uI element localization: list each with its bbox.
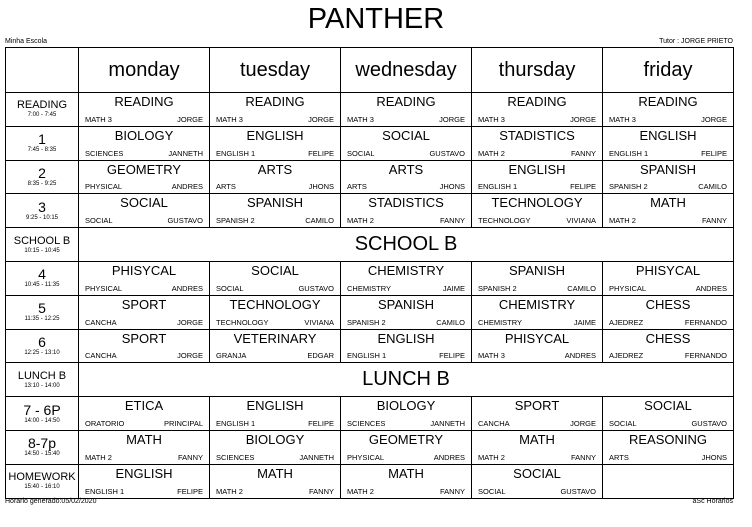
- lesson-teacher: CAMILO: [436, 317, 465, 327]
- lesson-cell: [341, 194, 472, 228]
- period-time: 11:35 - 12:25: [24, 316, 60, 323]
- lesson-group: ENGLISH 1: [347, 351, 387, 361]
- lesson-cell: [210, 261, 341, 295]
- lesson-teacher: JORGE: [570, 418, 596, 428]
- lesson-teacher: JORGE: [177, 317, 203, 327]
- lesson-group: ENGLISH 1: [216, 148, 256, 158]
- lesson-subject: CHEMISTRY: [498, 296, 576, 312]
- lesson-group: SCIENCES: [347, 418, 386, 428]
- lesson-cell: [210, 464, 341, 498]
- period-name: 6: [38, 333, 46, 350]
- period-label-cell: [6, 363, 79, 397]
- lesson-group: MATH 2: [216, 486, 243, 496]
- period-time: 14:50 - 15:40: [24, 451, 60, 458]
- lesson-cell: [472, 430, 603, 464]
- lesson-cell: [603, 397, 734, 431]
- lesson-cell: [472, 397, 603, 431]
- lesson-cell: [603, 430, 734, 464]
- lesson-group: SPANISH 2: [478, 283, 517, 293]
- lesson-cell: [341, 160, 472, 194]
- period-time: 15:40 - 16:10: [24, 484, 60, 491]
- lesson-teacher: FELIPE: [439, 351, 465, 361]
- lesson-group: MATH 2: [478, 452, 505, 462]
- lesson-group: PHYSICAL: [85, 283, 123, 293]
- lesson-cell: [79, 160, 210, 194]
- period-time: 8:35 - 9:25: [27, 180, 57, 187]
- lesson-subject: CHESS: [645, 330, 691, 346]
- lesson-cell: [603, 295, 734, 329]
- lesson-group: ARTS: [347, 182, 367, 192]
- period-row: [6, 430, 734, 464]
- lesson-group: AJEDREZ: [609, 317, 644, 327]
- period-row: [6, 261, 734, 295]
- lesson-subject: PHISYCAL: [504, 330, 570, 346]
- lesson-cell: [341, 295, 472, 329]
- period-name: SCHOOL B: [13, 234, 71, 247]
- lesson-cell: [603, 329, 734, 363]
- lesson-group: MATH 3: [347, 114, 374, 124]
- lesson-subject: SOCIAL: [120, 195, 168, 211]
- lesson-subject: ENGLISH: [246, 127, 304, 143]
- lesson-group: GRANJA: [216, 351, 247, 361]
- lesson-cell: [472, 126, 603, 160]
- period-row: [6, 397, 734, 431]
- lesson-subject: READING: [376, 94, 436, 109]
- day-header: friday: [603, 48, 734, 93]
- lesson-group: MATH 2: [347, 216, 374, 226]
- lesson-group: MATH 2: [347, 486, 374, 496]
- lesson-group: SPANISH 2: [347, 317, 386, 327]
- period-row: [6, 194, 734, 228]
- day-header: thursday: [472, 48, 603, 93]
- period-name: 1: [38, 131, 46, 148]
- lesson-cell: [472, 464, 603, 498]
- period-label-cell: [6, 295, 79, 329]
- lesson-subject: SOCIAL: [382, 127, 430, 143]
- lesson-subject: PHISYCAL: [635, 262, 701, 278]
- lesson-teacher: JHONS: [701, 452, 727, 462]
- lesson-subject: VETERINARY: [233, 330, 317, 346]
- lesson-cell: [341, 93, 472, 127]
- lesson-group: MATH 2: [478, 148, 505, 158]
- lesson-teacher: FANNY: [439, 486, 465, 496]
- lesson-cell: [472, 261, 603, 295]
- lesson-teacher: JANNETH: [430, 418, 465, 428]
- generated-date: Horario generado:05/02/2020: [5, 498, 97, 505]
- software-credit: aSc Horarios: [692, 498, 733, 505]
- lesson-teacher: ANDRES: [695, 283, 727, 293]
- period-name: 3: [38, 198, 46, 215]
- lesson-teacher: FANNY: [177, 452, 203, 462]
- lesson-cell: [79, 430, 210, 464]
- period-label-cell: [6, 93, 79, 127]
- lesson-teacher: ANDRES: [433, 452, 465, 462]
- break-row: [6, 228, 734, 262]
- school-name: Minha Escola: [5, 38, 48, 45]
- lesson-teacher: FERNANDO: [684, 351, 727, 361]
- lesson-subject: ENGLISH: [639, 127, 697, 143]
- lesson-group: MATH 3: [609, 114, 636, 124]
- lesson-subject: MATH: [257, 465, 293, 481]
- lesson-cell: [79, 464, 210, 498]
- period-row: [6, 160, 734, 194]
- lesson-group: ENGLISH 1: [609, 148, 649, 158]
- lesson-group: CANCHA: [85, 317, 117, 327]
- lesson-subject: MATH: [126, 431, 162, 447]
- period-name: LUNCH B: [17, 369, 67, 382]
- period-name: READING: [16, 99, 68, 112]
- lesson-cell: [210, 93, 341, 127]
- lesson-group: AJEDREZ: [609, 351, 644, 361]
- lesson-cell: [210, 160, 341, 194]
- lesson-subject: PHISYCAL: [111, 262, 177, 278]
- lesson-cell: [341, 126, 472, 160]
- lesson-group: ARTS: [216, 182, 236, 192]
- lesson-teacher: FANNY: [439, 216, 465, 226]
- lesson-group: MATH 3: [478, 351, 505, 361]
- lesson-cell: [79, 261, 210, 295]
- lesson-teacher: FANNY: [570, 148, 596, 158]
- lesson-subject: MATH: [388, 465, 424, 481]
- lesson-cell: [472, 160, 603, 194]
- period-row: [6, 93, 734, 127]
- period-label-cell: [6, 160, 79, 194]
- lesson-teacher: VIVIANA: [304, 317, 334, 327]
- lesson-cell: [603, 160, 734, 194]
- lesson-teacher: JORGE: [177, 351, 203, 361]
- period-label-cell: [6, 464, 79, 498]
- lesson-group: MATH 2: [85, 452, 112, 462]
- lesson-group: SOCIAL: [609, 418, 637, 428]
- lesson-cell: [603, 194, 734, 228]
- lesson-subject: BIOLOGY: [245, 431, 305, 447]
- lesson-group: ENGLISH 1: [85, 486, 125, 496]
- period-row: [6, 464, 734, 498]
- lesson-teacher: FANNY: [570, 452, 596, 462]
- lesson-group: SOCIAL: [216, 283, 244, 293]
- lesson-subject: BIOLOGY: [376, 398, 436, 414]
- corner-cell: [6, 48, 79, 93]
- period-time: 10:15 - 10:45: [24, 247, 60, 254]
- period-time: 10:45 - 11:35: [24, 282, 60, 289]
- period-time: 7:00 - 7:45: [27, 112, 57, 119]
- lesson-teacher: JANNETH: [299, 452, 334, 462]
- lesson-teacher: GUSTAVO: [298, 283, 334, 293]
- lesson-teacher: GUSTAVO: [167, 216, 203, 226]
- lesson-cell: [210, 194, 341, 228]
- lesson-subject: STADISTICS: [368, 195, 444, 211]
- lesson-group: ARTS: [609, 452, 629, 462]
- lesson-subject: REASONING: [628, 431, 707, 447]
- lesson-cell: [79, 397, 210, 431]
- lesson-cell: [79, 295, 210, 329]
- lesson-group: MATH 3: [85, 114, 112, 124]
- lesson-subject: ENGLISH: [115, 465, 173, 481]
- lesson-group: TECHNOLOGY: [216, 317, 269, 327]
- lesson-teacher: JAIME: [442, 283, 465, 293]
- period-name: 5: [38, 300, 46, 317]
- lesson-group: PHYSICAL: [347, 452, 385, 462]
- lesson-teacher: FANNY: [308, 486, 334, 496]
- period-time: 12:25 - 13:10: [24, 349, 60, 356]
- lesson-teacher: FELIPE: [701, 148, 727, 158]
- lesson-group: MATH 3: [216, 114, 243, 124]
- lesson-teacher: VIVIANA: [566, 216, 596, 226]
- day-header: monday: [79, 48, 210, 93]
- lesson-subject: ARTS: [257, 161, 293, 177]
- timetable-body: [6, 48, 734, 499]
- lesson-subject: SPANISH: [246, 195, 304, 211]
- lesson-subject: SPANISH: [508, 262, 566, 278]
- lesson-subject: GEOMETRY: [368, 431, 444, 447]
- lesson-cell: [603, 126, 734, 160]
- lesson-group: CANCHA: [478, 418, 510, 428]
- lesson-cell: [210, 430, 341, 464]
- lesson-teacher: JORGE: [177, 114, 203, 124]
- lesson-cell: [79, 194, 210, 228]
- lesson-subject: SPORT: [121, 296, 167, 312]
- tutor-label: Tutor : JORGE PRIETO: [659, 38, 733, 45]
- lesson-cell: [341, 397, 472, 431]
- lesson-cell: [341, 329, 472, 363]
- period-name: 2: [38, 164, 46, 181]
- lesson-cell: [79, 93, 210, 127]
- lesson-cell: [210, 295, 341, 329]
- lesson-cell: [472, 329, 603, 363]
- lesson-subject: MATH: [650, 195, 686, 211]
- lesson-teacher: ANDRES: [171, 283, 203, 293]
- lesson-teacher: JHONS: [308, 182, 334, 192]
- lesson-teacher: FELIPE: [570, 182, 596, 192]
- lesson-cell: [79, 126, 210, 160]
- lesson-teacher: JANNETH: [168, 148, 203, 158]
- lesson-cell: [603, 261, 734, 295]
- lesson-group: ORATORIO: [85, 418, 125, 428]
- lesson-group: SPANISH 2: [216, 216, 255, 226]
- lesson-teacher: JORGE: [439, 114, 465, 124]
- lesson-subject: READING: [245, 94, 305, 109]
- lesson-teacher: JORGE: [308, 114, 334, 124]
- period-name: HOMEWORK: [8, 471, 76, 484]
- break-label: SCHOOL B: [79, 228, 734, 262]
- lesson-group: CANCHA: [85, 351, 117, 361]
- lesson-group: SPANISH 2: [609, 182, 648, 192]
- period-time: 14:00 - 14:50: [24, 417, 60, 424]
- period-label-cell: [6, 397, 79, 431]
- period-name: 7 - 6P: [23, 401, 61, 418]
- lesson-group: SOCIAL: [347, 148, 375, 158]
- lesson-teacher: CAMILO: [567, 283, 596, 293]
- timetable: [5, 47, 734, 499]
- lesson-subject: STADISTICS: [499, 127, 575, 143]
- lesson-teacher: FANNY: [701, 216, 727, 226]
- lesson-subject: SPORT: [514, 398, 560, 414]
- period-label-cell: [6, 126, 79, 160]
- lesson-group: PHYSICAL: [85, 182, 123, 192]
- lesson-group: CHEMISTRY: [478, 317, 523, 327]
- lesson-subject: SOCIAL: [513, 465, 561, 481]
- period-name: 8-7p: [27, 435, 57, 452]
- lesson-cell: [210, 126, 341, 160]
- lesson-teacher: JHONS: [439, 182, 465, 192]
- lesson-subject: ENGLISH: [508, 161, 566, 177]
- period-label-cell: [6, 430, 79, 464]
- lesson-cell: [210, 329, 341, 363]
- lesson-subject: ENGLISH: [246, 398, 304, 414]
- period-label-cell: [6, 194, 79, 228]
- day-header: tuesday: [210, 48, 341, 93]
- lesson-cell: [79, 329, 210, 363]
- lesson-group: TECHNOLOGY: [478, 216, 531, 226]
- lesson-teacher: JAIME: [573, 317, 596, 327]
- lesson-subject: SOCIAL: [644, 398, 692, 414]
- lesson-cell: [341, 261, 472, 295]
- lesson-cell: [210, 397, 341, 431]
- period-time: 9:25 - 10:15: [25, 214, 59, 221]
- lesson-subject: SOCIAL: [251, 262, 299, 278]
- lesson-group: MATH 2: [609, 216, 636, 226]
- lesson-subject: READING: [638, 94, 698, 109]
- lesson-teacher: GUSTAVO: [560, 486, 596, 496]
- period-time: 7:45 - 8:35: [27, 147, 57, 154]
- lesson-cell: [472, 93, 603, 127]
- lesson-subject: CHEMISTRY: [367, 262, 445, 278]
- period-time: 13:10 - 14:00: [24, 382, 60, 389]
- period-row: [6, 329, 734, 363]
- lesson-subject: GEOMETRY: [106, 161, 182, 177]
- lesson-teacher: JORGE: [570, 114, 596, 124]
- lesson-teacher: JORGE: [701, 114, 727, 124]
- lesson-teacher: FELIPE: [308, 418, 334, 428]
- period-label-cell: [6, 329, 79, 363]
- lesson-teacher: ANDRES: [171, 182, 203, 192]
- page-title: PANTHER: [307, 3, 445, 35]
- lesson-subject: ENGLISH: [377, 330, 435, 346]
- lesson-subject: ARTS: [388, 161, 424, 177]
- lesson-cell: [603, 93, 734, 127]
- lesson-subject: TECHNOLOGY: [229, 296, 321, 312]
- lesson-group: SCIENCES: [85, 148, 124, 158]
- lesson-teacher: GUSTAVO: [691, 418, 727, 428]
- lesson-subject: SPORT: [121, 330, 167, 346]
- break-row: [6, 363, 734, 397]
- break-label: LUNCH B: [79, 363, 734, 397]
- lesson-subject: BIOLOGY: [114, 127, 174, 143]
- lesson-teacher: FELIPE: [177, 486, 203, 496]
- period-label-cell: [6, 261, 79, 295]
- lesson-teacher: GUSTAVO: [429, 148, 465, 158]
- lesson-group: CHEMISTRY: [347, 283, 392, 293]
- lesson-teacher: CAMILO: [305, 216, 334, 226]
- lesson-teacher: CAMILO: [698, 182, 727, 192]
- lesson-subject: MATH: [519, 431, 555, 447]
- lesson-subject: CHESS: [645, 296, 691, 312]
- period-row: [6, 295, 734, 329]
- lesson-subject: ETICA: [124, 398, 164, 414]
- period-row: [6, 126, 734, 160]
- lesson-group: SOCIAL: [85, 216, 113, 226]
- lesson-group: ENGLISH 1: [478, 182, 518, 192]
- lesson-cell: [472, 295, 603, 329]
- lesson-subject: TECHNOLOGY: [491, 195, 583, 211]
- period-label-cell: [6, 228, 79, 262]
- lesson-cell: [341, 464, 472, 498]
- lesson-group: MATH 3: [478, 114, 505, 124]
- day-header: wednesday: [341, 48, 472, 93]
- lesson-cell: [341, 430, 472, 464]
- lesson-cell: [472, 194, 603, 228]
- lesson-group: SOCIAL: [478, 486, 506, 496]
- lesson-teacher: PRINCIPAL: [163, 418, 203, 428]
- lesson-subject: SPANISH: [377, 296, 435, 312]
- lesson-teacher: EDGAR: [307, 351, 334, 361]
- lesson-teacher: ANDRES: [564, 351, 596, 361]
- lesson-group: ENGLISH 1: [216, 418, 256, 428]
- empty-cell: [603, 464, 734, 498]
- lesson-subject: READING: [114, 94, 174, 109]
- period-name: 4: [38, 266, 46, 283]
- day-header-row: [6, 48, 734, 93]
- lesson-group: SCIENCES: [216, 452, 255, 462]
- lesson-group: PHYSICAL: [609, 283, 647, 293]
- lesson-teacher: FERNANDO: [684, 317, 727, 327]
- lesson-subject: SPANISH: [639, 161, 697, 177]
- lesson-teacher: FELIPE: [308, 148, 334, 158]
- lesson-subject: READING: [507, 94, 567, 109]
